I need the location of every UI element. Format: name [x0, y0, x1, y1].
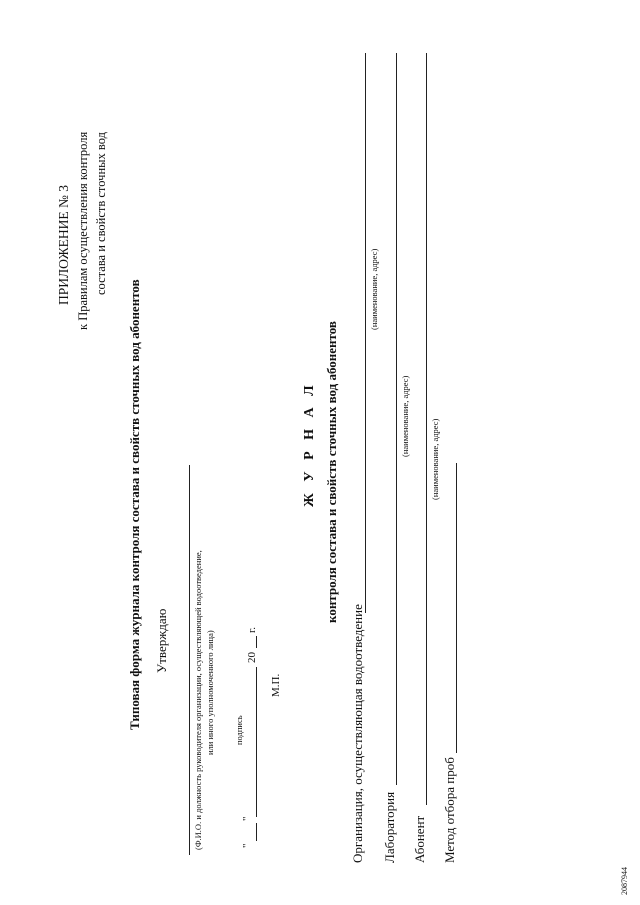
sampling-method-input-line[interactable]: [456, 463, 457, 753]
subscriber-input-line[interactable]: [426, 53, 427, 805]
laboratory-caption: (наименование, адрес): [400, 375, 410, 457]
journal-title: Ж У Р Н А Л: [302, 381, 317, 507]
organization-label: Организация, осуществляющая водоотведение: [350, 604, 365, 863]
laboratory-label: Лаборатория: [382, 791, 397, 863]
approver-caption-line-1: (Ф.И.О. и должность руководителя организации, осуществляющей водоотведение,: [193, 550, 203, 850]
form-title: Типовая форма журнала контроля состава и свойств сточных вод абонентов: [127, 279, 142, 730]
organization-caption: (наименование, адрес): [369, 248, 379, 330]
year-prefix: 20: [246, 652, 258, 663]
date-open-quote: ": [241, 843, 253, 848]
organization-input-line[interactable]: [365, 53, 366, 613]
document-number: 2087944: [620, 867, 629, 895]
seal-mark: М.П.: [270, 673, 282, 697]
laboratory-input-line[interactable]: [396, 53, 397, 785]
journal-subtitle: контроля состава и свойств сточных вод абонентов: [324, 321, 339, 623]
signature-line[interactable]: [256, 667, 257, 817]
subscriber-label: Абонент: [412, 815, 427, 863]
date-close-quote: ": [241, 816, 253, 821]
subscriber-caption: (наименование, адрес): [430, 418, 440, 500]
appendix-title: ПРИЛОЖЕНИЕ № 3: [56, 184, 71, 305]
signature-caption: подпись: [234, 715, 244, 745]
year-suffix: г.: [246, 626, 258, 633]
year-line[interactable]: [256, 636, 257, 648]
appendix-line-2: состава и свойств сточных вод: [94, 132, 108, 295]
approver-caption-line-2: или иного уполномоченного лица): [205, 630, 215, 755]
appendix-line-1: к Правилам осуществления контроля: [76, 131, 90, 330]
date-day-line[interactable]: [256, 823, 257, 841]
approve-label: Утверждаю: [154, 608, 169, 673]
sampling-method-label: Метод отбора проб: [442, 757, 457, 863]
approver-name-line[interactable]: [189, 465, 190, 855]
